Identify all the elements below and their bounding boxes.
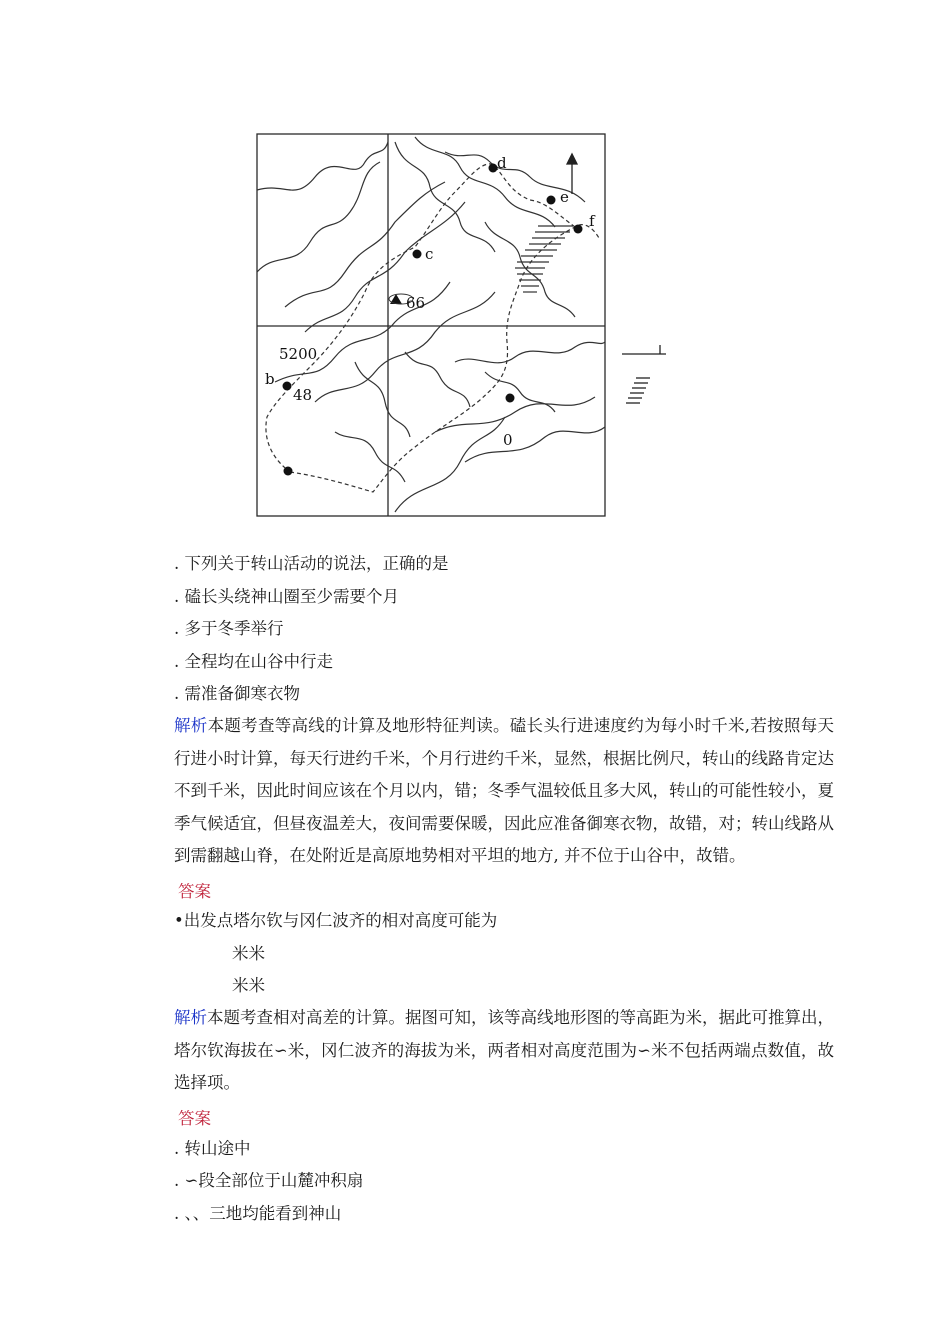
legend-marks <box>620 345 670 410</box>
label-zero: 0 <box>503 431 513 449</box>
q1-answer-label: 答案 <box>178 882 211 901</box>
route-points <box>283 164 583 476</box>
q3-stem: . 转山途中 <box>174 1139 251 1158</box>
q2-option-2: 米米 <box>232 976 265 995</box>
q2-stem: •出发点塔尔钦与冈仁波齐的相对高度可能为 <box>174 911 498 930</box>
label-b: b <box>265 370 275 388</box>
q1-option-3: . 全程均在山谷中行走 <box>174 652 333 671</box>
q2-analysis-text: 本题考查相对高差的计算。据图可知，该等高线地形图的等高距为米，据此可推算出，塔尔钦海拔在∽米，冈仁波齐的海拔为米，两者相对高度范围为∽米不包括两端点数值，故选择项。 <box>174 1008 834 1092</box>
q2-analysis <box>174 1002 834 1100</box>
q1-option-2: . 多于冬季举行 <box>174 619 284 638</box>
label-e: e <box>560 188 569 206</box>
q1-option-4: . 需准备御寒衣物 <box>174 684 300 703</box>
q2-answer-label: 答案 <box>178 1109 211 1128</box>
glacier-hatch <box>515 226 573 292</box>
q1-analysis-text: 本题考查等高线的计算及地形特征判读。磕长头行进速度约为每小时千米,若按照每天行进小时计算，每天行进约千米，个月行进约千米，显然，根据比例尺，转山的线路肯定达不到千米，因此时间应该在个月以内，错；冬季气温较低且多大风，转山的可能性较小，夏季气候适宜，但昼夜温差大，夜间需要保暖，因此应准备御寒衣物，故错，对；转山线路从到需翻越山脊，在处附近是高原地势相对平坦的地方, 并不位于山谷中，故错。 <box>174 716 834 865</box>
q2-analysis-label: 解析 <box>174 1008 207 1027</box>
q3-option-1: . ∽段全部位于山麓冲积扇 <box>174 1171 364 1190</box>
point-e <box>547 196 556 205</box>
point-c <box>413 250 422 259</box>
label-b-elev: 48 <box>293 386 313 404</box>
point-mid <box>506 394 515 403</box>
label-c: c <box>425 245 434 263</box>
q1-stem: . 下列关于转山活动的说法，正确的是 <box>174 554 449 573</box>
label-peak: 66 <box>406 294 426 312</box>
contour-lines <box>257 137 605 512</box>
label-f: f <box>589 212 595 230</box>
q1-analysis <box>174 710 834 873</box>
q2-option-1: 米米 <box>232 944 265 963</box>
label-d: d <box>497 154 507 172</box>
topographic-map <box>255 132 607 518</box>
q1-option-1: . 磕长头绕神山圈至少需要个月 <box>174 587 399 606</box>
point-f <box>574 225 583 234</box>
q1-analysis-label: 解析 <box>174 716 208 735</box>
point-start <box>284 467 293 476</box>
q3-option-2: . 、、三地均能看到神山 <box>174 1204 342 1223</box>
point-b <box>283 382 292 391</box>
route-path <box>266 164 600 492</box>
label-contour: 5200 <box>279 345 318 363</box>
